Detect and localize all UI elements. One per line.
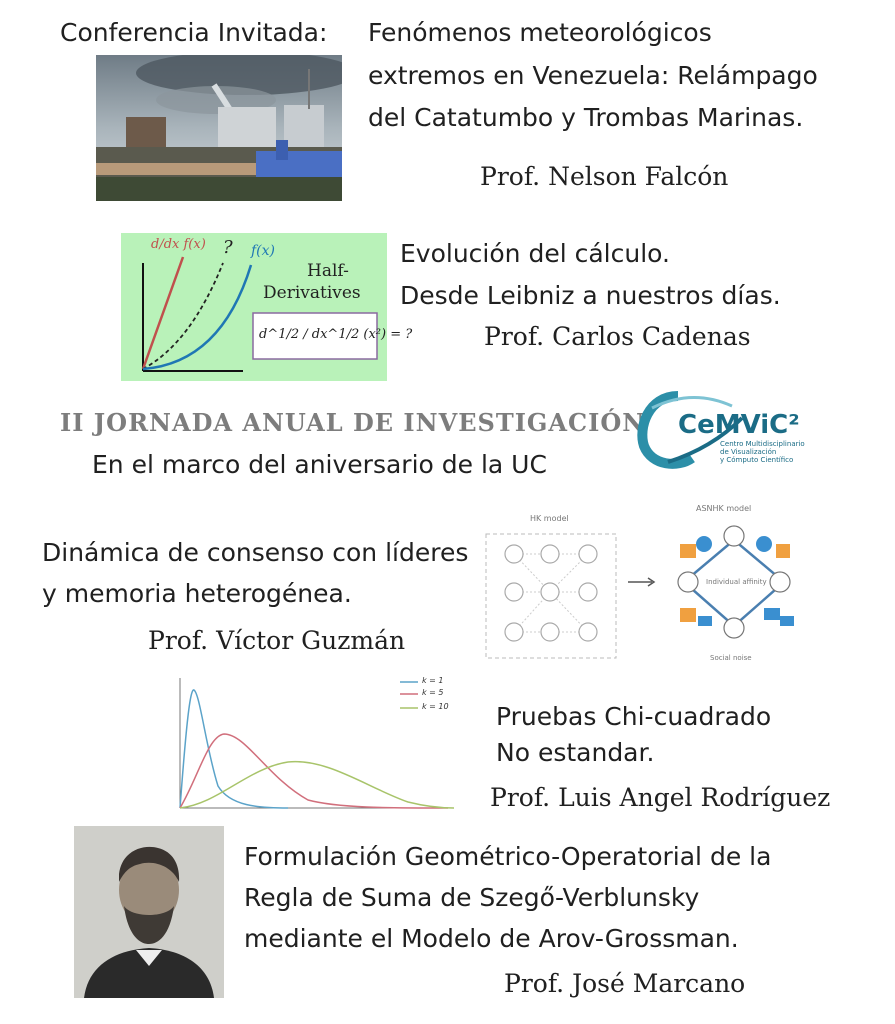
question-label: ? [223, 237, 233, 258]
half-label-2: Derivatives [263, 283, 361, 303]
event-subtitle: En el marco del aniversario de la UC [92, 450, 547, 479]
invited-label: Conferencia Invitada: [60, 18, 328, 47]
talk1-title-line2: extremos en Venezuela: Relámpago [368, 61, 818, 90]
series-k1 [180, 690, 288, 808]
event-title: II JORNADA ANUAL DE INVESTIGACIÓN [60, 408, 646, 437]
rss-icon [680, 544, 696, 558]
hk-node [579, 545, 597, 563]
hk-node [541, 545, 559, 563]
hk-label: HK model [530, 514, 569, 523]
legend-k5: k = 5 [422, 688, 444, 697]
at-icon [756, 536, 772, 552]
series-k10 [180, 762, 454, 808]
formula-text: d^1/2 / dx^1/2 (x²) = ? [259, 327, 413, 342]
talk5-title-line1: Formulación Geométrico-Operatorial de la [244, 842, 772, 871]
half-derivative-curve [143, 263, 223, 369]
rss-icon-blue [696, 536, 712, 552]
half-label-1: Half- [307, 261, 349, 281]
legend-k10: k = 10 [422, 702, 449, 711]
asnhk-node [678, 572, 698, 592]
talk1-title-line3: del Catatumbo y Trombas Marinas. [368, 103, 804, 132]
hk-node [579, 583, 597, 601]
chi-square-chart [168, 668, 458, 814]
logo-line1: Centro Multidisciplinario [720, 440, 805, 448]
logo-line2: de Visualización [720, 448, 777, 456]
hk-node [505, 583, 523, 601]
talk2-speaker: Prof. Carlos Cadenas [484, 322, 751, 351]
legend-k1: k = 1 [422, 676, 444, 685]
asnhk-label: ASNHK model [696, 504, 752, 513]
talk3-speaker: Prof. Víctor Guzmán [148, 626, 406, 655]
talk4-title-line1: Pruebas Chi-cuadrado [496, 702, 772, 731]
rss-icon-orange [776, 544, 790, 558]
talk5-title-line3: mediante el Modelo de Arov-Grossman. [244, 924, 739, 953]
asnhk-node [724, 526, 744, 546]
hk-node [579, 623, 597, 641]
function-curve [143, 265, 251, 369]
deriv-label: d/dx f(x) [151, 237, 206, 252]
logo-name: CeMViC² [678, 410, 800, 440]
mail-icon-right [780, 616, 794, 626]
series-k5 [180, 734, 448, 808]
f-label: f(x) [251, 243, 276, 259]
center-label: Individual affinity [706, 578, 767, 586]
asnhk-node [724, 618, 744, 638]
noise-label: Social noise [710, 654, 752, 662]
talk3-title-line1: Dinámica de consenso con líderes [42, 538, 469, 567]
derivative-line [143, 257, 183, 369]
hk-node [505, 545, 523, 563]
talk2-title-line1: Evolución del cálculo. [400, 239, 670, 268]
asnhk-node [770, 572, 790, 592]
talk5-title-line2: Regla de Suma de Szegő-Verblunsky [244, 883, 700, 912]
cemvic-logo [632, 388, 822, 470]
chat-icon [764, 608, 780, 620]
half-derivative-figure [121, 233, 413, 381]
rss-icon-bottom [680, 608, 696, 622]
hk-node [541, 583, 559, 601]
talk5-speaker: Prof. José Marcano [504, 969, 746, 998]
mail-icon [698, 616, 712, 626]
talk1-speaker: Prof. Nelson Falcón [480, 162, 729, 191]
talk4-title-line2: No estandar. [496, 738, 655, 767]
hk-node [541, 623, 559, 641]
hk-node [505, 623, 523, 641]
talk2-title-line2: Desde Leibniz a nuestros días. [400, 281, 781, 310]
consensus-model-figure [484, 500, 824, 668]
logo-line3: y Cómputo Científico [720, 456, 794, 464]
portrait-photo [74, 826, 224, 998]
city-photo [96, 55, 342, 201]
talk1-title-line1: Fenómenos meteorológicos [368, 18, 712, 47]
talk3-title-line2: y memoria heterogénea. [42, 579, 352, 608]
talk4-speaker: Prof. Luis Angel Rodríguez [490, 783, 831, 812]
